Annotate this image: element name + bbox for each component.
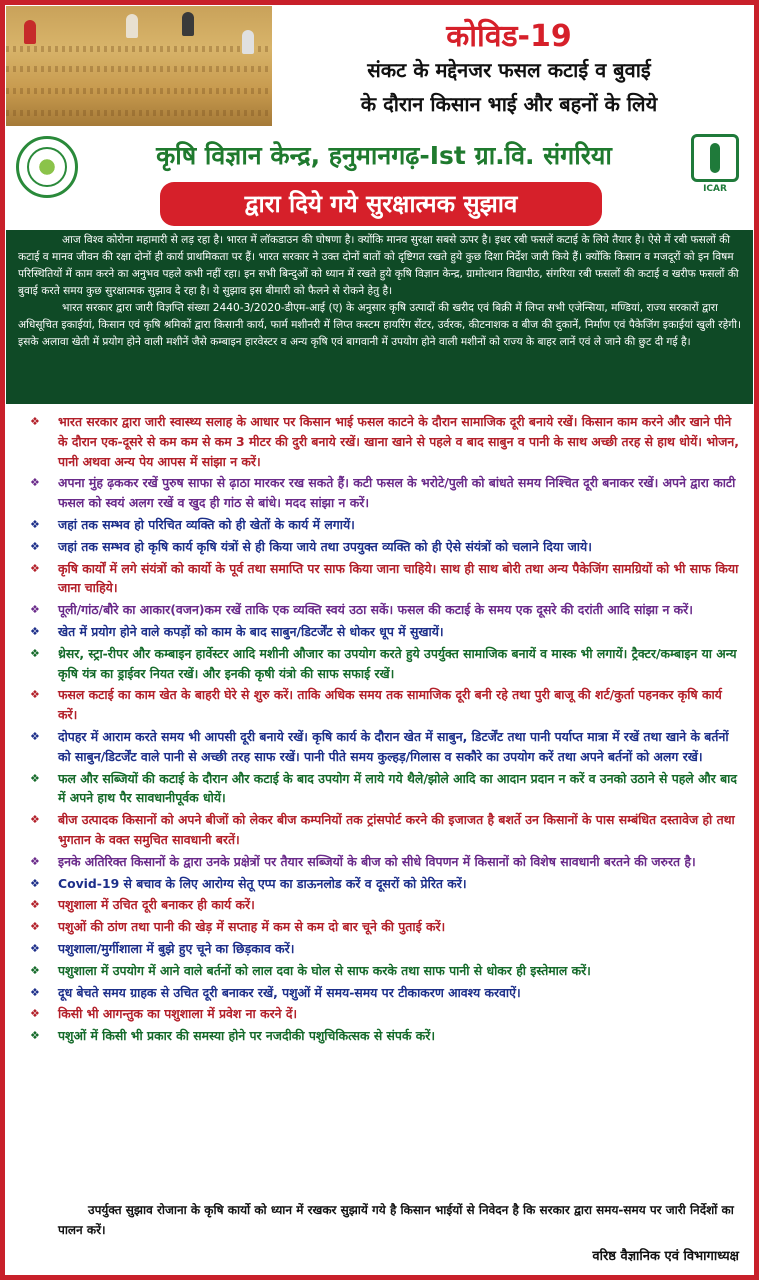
diamond-bullet-icon: ❖ [30,624,40,638]
diamond-bullet-icon: ❖ [30,1029,40,1043]
diamond-bullet-icon: ❖ [30,688,40,702]
kvk-logo-icon [16,136,78,198]
list-item-text: पशुओं की ठांण तथा पानी की खेड़ में सप्ताह में कम से कम दो बार चूने की पुताई करें। [58,919,446,935]
list-item [6,559,753,599]
list-item-text: पूली/गांठ/बौरे का आकार(वजन)कम रखें ताकि एक व्यक्ति स्वयं उठा सकें। फसल की कटाई के समय एक दूसरे की दरांती आदि सांझा न करें। [58,602,693,618]
list-item [6,1026,753,1046]
list-item [6,727,753,767]
list-item-text: पशुओं में किसी भी प्रकार की समस्या होने पर नजदीकी पशुचिकित्सक से संपर्क करें। [58,1028,436,1044]
list-item [6,939,753,959]
list-item [6,769,753,809]
subtitle-line-1: संकट के मद्देनजर फसल कटाई व बुवाई [367,58,651,82]
diamond-bullet-icon: ❖ [30,876,40,890]
list-item [6,685,753,725]
list-item [6,537,753,557]
list-item-text: अपना मुंह ढ़ककर रखें पुरुष साफा से ढ़ाठा मारकर रख सकते हैं। कटी फसल के भरोटे/पुली को बांधते समय निश्चित दूरी बनाकर रखें। अपने द्वारा काटी फसल को स्वयं अलग रखें व खुद ही गांठ से बांधे। मदद सांझा न करें। [58,475,736,511]
list-item-text: कृषि कार्यों में लगे संयंत्रों को कार्यो के पूर्व तथा समाप्ति पर साफ किया जाना चाहिये। साथ ही साथ बोरी तथा अन्य पैकेजिंग सामग्रियों को भी साफ किया जाना चाहिये। [58,560,739,596]
list-item [6,810,753,850]
list-item-text: पशुशाला में उचित दूरी बनाकर ही कार्य करें। [58,897,255,913]
harvest-photo [6,6,272,126]
diamond-bullet-icon: ❖ [30,646,40,660]
closing-note [58,1200,748,1240]
icar-logo-icon [686,134,744,206]
page-title: कोविड-19 [446,19,572,54]
list-item-text: दूध बेचते समय ग्राहक से उचित दूरी बनाकर रखें, पशुओं में समय-समय पर टीकाकरण आवश्य करवाऐं। [58,984,521,1000]
icar-caption: ICAR [703,184,727,194]
advice-banner: द्वारा दिये गये सुरक्षात्मक सुझाव [160,182,602,226]
diamond-bullet-icon: ❖ [30,1007,40,1021]
diamond-bullet-icon: ❖ [30,920,40,934]
list-item [6,644,753,684]
diamond-bullet-icon: ❖ [30,963,40,977]
list-item-text: पशुशाला/मुर्गीशाला में बुझे हुए चूने का छिड़काव करें। [58,940,295,956]
subtitle-line-2: के दौरान किसान भाई और बहनों के लिये [360,92,658,116]
list-item [6,874,753,894]
diamond-bullet-icon: ❖ [30,415,40,428]
list-item [6,600,753,620]
diamond-bullet-icon: ❖ [30,603,40,617]
list-item-text: थ्रेसर, स्ट्रा-रीपर और कम्बाइन हार्वेस्टर आदि मशीनी औजार का उपयोग करते हुये उपर्युक्त सामाजिक बनायें व मास्क भी लगायें। ट्रैक्टर/कम्बाइन या अन्य कृषि यंत्र का ड्राईवर नियत रखें। और इनकी कृषी यंत्रो की साफ सफाई रखें। [58,645,737,681]
diamond-bullet-icon: ❖ [30,985,40,999]
advice-list [6,412,753,1048]
list-item [6,515,753,535]
list-item [6,983,753,1003]
list-item [6,622,753,642]
list-item-text: जहां तक सम्भव हो कृषि कार्य कृषि यंत्रों से ही किया जाये तथा उपयुक्त व्यक्ति को ही ऐसे संयंत्रों को चलाने दिया जाये। [58,538,592,554]
list-item [6,961,753,981]
diamond-bullet-icon: ❖ [30,517,40,531]
list-item-text: पशुशाला में उपयोग में आने वाले बर्तनों को लाल दवा के घोल से साफ करके तथा साफ पानी से धोकर ही इस्तेमाल करें। [58,962,591,978]
diamond-bullet-icon: ❖ [30,898,40,912]
diamond-bullet-icon: ❖ [30,813,40,827]
list-item-text: दोपहर में आराम करते समय भी आपसी दूरी बनाये रखें। कृषि कार्य के दौरान खेत में साबुन, डिटर्जेंट तथा पानी पर्याप्त मात्रा में रखें तथा खाने के बर्तनों को साबुन/डिटर्जेंट वाले पानी से अच्छी तरह साफ रखें। पानी पीते समय कुल्हड़/गिलास व सकौरे का उपयोग करें तथा अपने बर्तनों को अलग रखें। [58,728,729,764]
list-item-text: किसी भी आगन्तुक का पशुशाला में प्रवेश ना करने दें। [58,1006,298,1022]
list-item-text: Covid-19 से बचाव के लिए आरोग्य सेतू एप्प का डाऊनलोड करें व दूसरों को प्रेरित करें। [58,875,467,891]
list-item [6,917,753,937]
list-item [6,473,753,513]
organization-name: कृषि विज्ञान केन्द्र, हनुमानगढ़-Ist ग्रा.वि. संगरिया [156,141,612,170]
list-item-text: भारत सरकार द्वारा जारी स्वास्थ्य सलाह के आधार पर किसान भाई फसल काटने के दौरान सामाजिक दूरी बनाये रखें। किसान काम करने और खाने पीने के दौरान एक-दूसरे से कम कम से कम 3 मीटर की दुरी बनाये रखें। खाना खाने से पहले व बाद साबुन व पानी के साथ अच्छी तरह से हाथ धोयें। भोजन, पानी अथवा अन्य पेय आपस में सांझा न करें। [58,414,740,469]
diamond-bullet-icon: ❖ [30,941,40,955]
diamond-bullet-icon: ❖ [30,561,40,575]
list-item [6,412,753,471]
diamond-bullet-icon: ❖ [30,476,40,490]
list-item-text: फल और सब्जियों की कटाई के दौरान और कटाई के बाद उपयोग में लाये गये थैले/झोले आदि का आदान प्रदान न करें व उनको उठाने से पहले और बाद में अपने हाथ पैर सावधानीपूर्वक धोयें। [58,770,737,806]
intro-paragraph-1: आज विश्व कोरोना महामारी से लड़ रहा है। भारत में लॉकडाउन की घोषणा है। क्योंकि मानव सुरक्षा सबसे ऊपर है। इधर रबी फसलें कटाई के लिये तैयार है। ऐसे में रबी फसलों की कटाई व मानव जीवन की रक्षा दोनों ही कार्य प्राथमिकता पर हैं। भारत सरकार ने उक्त दोनों बातों को दृष्टिगत रखते हुये कुछ दिशा निर्देश जारी किये हैं। क्योंकि किसान व मजदूरों को इन विषम परिस्थितियों में काम करने का अनुभव पहले कभी नहीं रहा। इन सभी बिन्दुओं को ध्यान में रखते हुये कृषि विज्ञान केन्द्र, ग्रामोत्थान विद्यापीठ, संगरिया रबी फसलों की कटाई व खरीफ फसलों की बुवाई करते समय कुछ सुरक्षात्मक सुझाव दे रहा है। ये सुझाव इस बीमारी को फैलने से रोकने हेतु है। [18,234,739,297]
diamond-bullet-icon: ❖ [30,539,40,553]
closing-text: उपर्युक्त सुझाव रोजाना के कृषि कार्यो को ध्यान में रखकर सुझायें गये है किसान भाईयों से निवेदन है कि सरकार द्वारा समय-समय पर जारी निर्देशों का पालन करें। [58,1203,734,1237]
list-item-text: खेत में प्रयोग होने वाले कपड़ों को काम के बाद साबुन/डिटर्जेंट से धोकर धूप में सुखायें। [58,623,444,639]
list-item-text: बीज उत्पादक किसानों को अपने बीजों को लेकर बीज कम्पनियों तक ट्रांसपोर्ट करने की इजाजत है बशर्ते उन किसानों के पास सम्बंधित दस्तावेज हो तथा भुगतान के वक्त समुचित सावधानी बरतें। [58,812,735,847]
list-item [6,852,753,872]
signature: वरिष्ठ वैज्ञानिक एवं विभागाध्यक्ष [592,1249,739,1264]
diamond-bullet-icon: ❖ [30,729,40,743]
diamond-bullet-icon: ❖ [30,771,40,785]
list-item-text: फसल कटाई का काम खेत के बाहरी घेरे से शुरु करें। ताकि अधिक समय तक सामाजिक दूरी बनी रहे तथा पुरी बाजू की शर्ट/कुर्ता पहनकर कृषि कार्य करें। [58,687,722,723]
intro-box [6,230,753,404]
intro-paragraph-2: भारत सरकार द्वारा जारी विज्ञप्ति संख्या 2440-3/2020-डीएम-आई (ए) के अनुसार कृषि उत्पादों की खरीद एवं बिक्री में लिप्त सभी एजेन्सिया, मण्डियां, राज्य सरकारों द्वारा अधिसूचित इकाईयां, किसान एवं कृषि श्रमिकों द्वारा किसानी कार्य, फार्म मशीनरी में लिप्त कस्टम हायरिंग सेंटर, उर्वरक, कीटनाशक व बीज की दुकानें, निर्माण एवं पैकेजिंग इकाईयां खुली रहेगी। इसके अलावा खेती में प्रयोग होने वाली मशीनें जैसे कम्बाइन हारवेस्टर व अन्य कृषि एवं बागवानी में उपयोग होने वाली मशीनों को राज्य के बाहर लानें एवं ले जाने की छुट दी गई है। [18,302,741,348]
list-item [6,1004,753,1024]
list-item-text: जहां तक सम्भव हो परिचित व्यक्ति को ही खेतों के कार्य में लगायें। [58,516,355,532]
list-item [6,895,753,915]
diamond-bullet-icon: ❖ [30,854,40,868]
list-item-text: इनके अतिरिक्त किसानों के द्वारा उनके प्रक्षेत्रों पर तैयार सब्जियों के बीज को सीधे विपणन में किसानों को विशेष सावधानी बरतने की जरुरत है। [58,853,696,869]
